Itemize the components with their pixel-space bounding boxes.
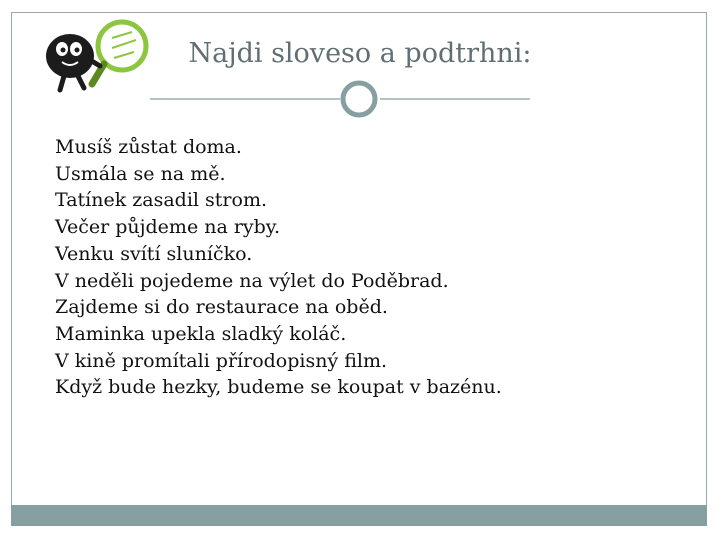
sentence-line: Musíš zůstat doma. (55, 136, 242, 158)
title-divider (0, 0, 720, 140)
sentence-line: Zajdeme si do restaurace na oběd. (55, 296, 388, 319)
sentence-line: V neděli pojedeme na výlet do Poděbrad. (55, 269, 449, 292)
sentence-line: Když bude hezky, budeme se koupat v bazénu. (55, 376, 502, 399)
sentence-line: Tatínek zasadil strom. (55, 189, 268, 212)
sentence-line: Usmála se na mě. (55, 162, 226, 185)
ring-icon (343, 83, 375, 115)
sentence-line: Maminka upekla sladký koláč. (55, 322, 347, 345)
sentence-line: V kině promítali přírodopisný film. (55, 349, 388, 372)
footer-bar (11, 505, 707, 526)
slide-title: Najdi sloveso a podtrhni: (188, 38, 532, 69)
sentence-line: Večer půjdeme na ryby. (55, 216, 281, 239)
sentence-line: Venku svítí sluníčko. (55, 242, 253, 265)
sentence-list (55, 134, 502, 401)
